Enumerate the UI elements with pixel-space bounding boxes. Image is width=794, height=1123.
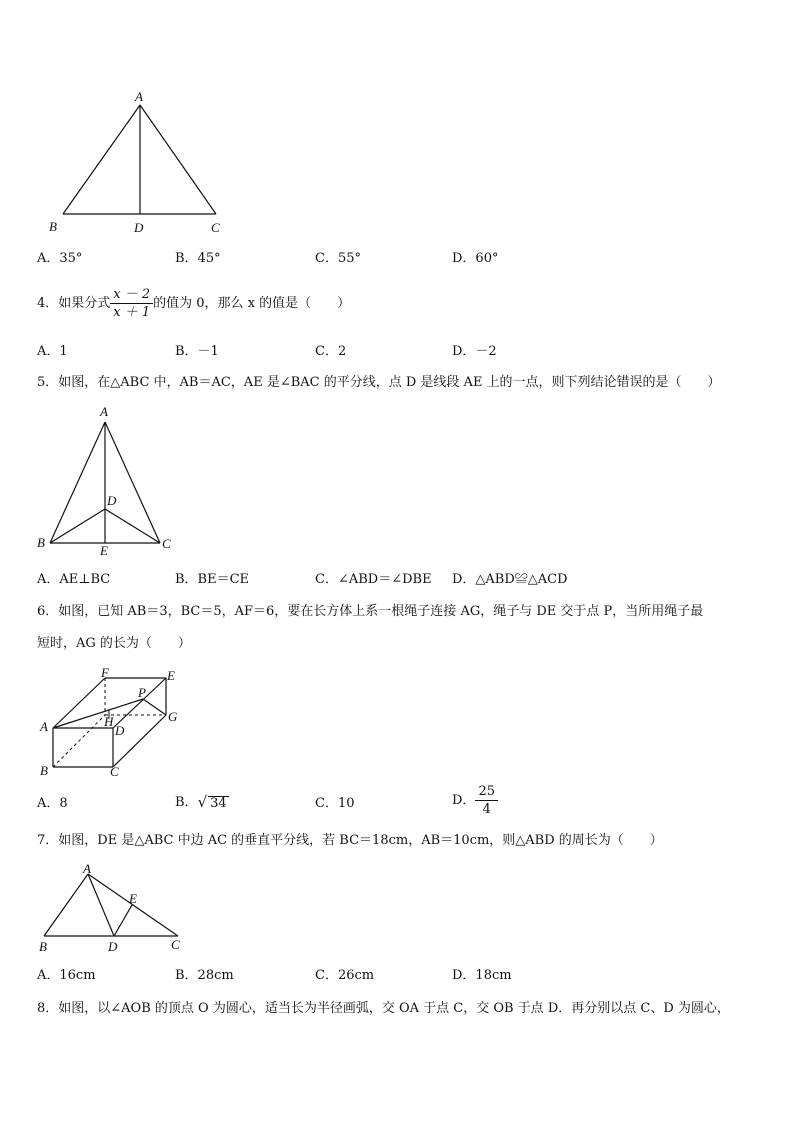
q7-option-b: B．28cm	[175, 968, 234, 983]
q3-label-b: B	[49, 219, 57, 234]
q4-option-d: D．－2	[452, 344, 497, 359]
q7-option-c: C．26cm	[315, 968, 375, 983]
q6-stem-line2: 短时，AG 的长为（ ）	[37, 636, 191, 651]
q6-option-d	[452, 785, 498, 816]
q3-option-b: B．45°	[175, 251, 221, 266]
q8-stem: 8．如图，以∠AOB 的顶点 O 为圆心，适当长为半径画弧，交 OA 于点 C，交 OB 于点 D．再分别以点 C、D 为圆心，	[37, 1001, 730, 1016]
q7-label-a: A	[83, 861, 91, 876]
q7-label-e: E	[129, 891, 137, 906]
q6-option-d-fraction	[475, 785, 498, 816]
q5-label-c: C	[162, 536, 171, 551]
q4-frac-numerator: x － 2	[110, 288, 153, 304]
q3-option-d: D．60°	[452, 251, 499, 266]
q7-option-a: A．16cm	[37, 968, 96, 983]
q5-option-a: A．AE⊥BC	[37, 572, 111, 587]
q6-label-g: G	[168, 709, 178, 724]
q5-option-d: D．△ABD≌△ACD	[452, 572, 568, 587]
q6-label-p: P	[138, 685, 146, 700]
q4-stem	[37, 288, 350, 319]
q5-label-d: D	[107, 493, 117, 508]
q4-prefix: 4．如果分式	[37, 296, 111, 311]
q6-option-d-numerator: 25	[475, 785, 498, 801]
q5-label-a: A	[100, 404, 108, 419]
q5-label-b: B	[37, 535, 45, 550]
q6-option-b-radicand: 34	[210, 795, 227, 811]
q6-option-b-prefix: B．	[175, 795, 198, 810]
q6-option-c: C．10	[315, 796, 355, 811]
q6-option-b	[175, 795, 229, 810]
q6-label-d: D	[115, 723, 125, 738]
q6-option-a: A．8	[37, 796, 68, 811]
q6-label-f: F	[101, 665, 109, 680]
q3-label-a: A	[135, 89, 143, 104]
q5-stem: 5．如图，在△ABC 中，AB＝AC，AE 是∠BAC 的平分线，点 D 是线段 AE 上的一点，则下列结论错误的是（ ）	[37, 375, 721, 390]
q5-label-e: E	[100, 543, 108, 558]
q3-label-d: D	[134, 220, 144, 235]
q6-option-d-prefix: D．	[452, 793, 476, 808]
q6-label-h: H	[104, 714, 114, 729]
q4-option-c: C．2	[315, 344, 347, 359]
q5-option-c: C．∠ABD＝∠DBE	[315, 572, 432, 587]
q4-option-a: A．1	[37, 344, 68, 359]
q5-figure	[30, 402, 190, 562]
q3-option-a: A．35°	[37, 251, 83, 266]
q7-label-d: D	[108, 939, 118, 954]
q3-figure	[40, 86, 240, 240]
q7-figure	[34, 860, 194, 956]
q7-label-b: B	[39, 939, 47, 954]
q3-option-c: C．55°	[315, 251, 361, 266]
q6-label-e: E	[167, 668, 175, 683]
q6-label-a: A	[40, 719, 48, 734]
q7-label-c: C	[171, 937, 180, 952]
q6-label-c: C	[110, 764, 119, 779]
q6-label-b: B	[40, 763, 48, 778]
q5-option-b: B．BE＝CE	[175, 572, 250, 587]
q4-frac-denominator: x ＋ 1	[113, 305, 151, 320]
q6-stem-line1: 6．如图，已知 AB＝3，BC＝5，AF＝6，要在长方体上系一根绳子连接 AG，绳子与 DE 交于点 P，当所用绳子最	[37, 604, 704, 619]
q7-option-d: D．18cm	[452, 968, 512, 983]
q4-fraction	[110, 288, 153, 319]
q7-stem: 7．如图，DE 是△ABC 中边 AC 的垂直平分线，若 BC＝18cm，AB＝10cm，则△ABD 的周长为（ ）	[37, 833, 663, 848]
q6-option-d-denominator: 4	[482, 802, 491, 817]
q3-label-c: C	[211, 220, 220, 235]
q6-sqrt-icon: √	[197, 793, 208, 811]
q4-option-b: B．－1	[175, 344, 219, 359]
q6-figure	[36, 663, 196, 783]
q4-suffix: 的值为 0，那么 x 的值是（ ）	[153, 296, 351, 311]
